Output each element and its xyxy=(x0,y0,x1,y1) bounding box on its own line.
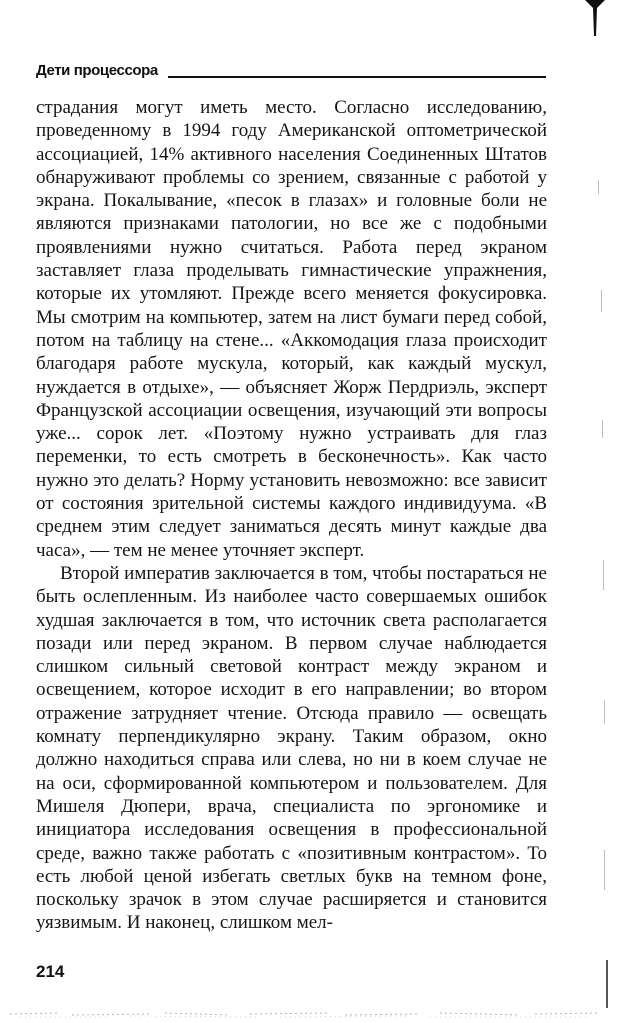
running-title: Дети процессора xyxy=(36,62,158,79)
paragraph: страдания могут иметь место. Согласно исследованию, проведенному в 1994 году Американской оптометрической ассоциацией, 14% активного населения Соединенных Штатов обнаруживают проблемы со зрением, связанные с работой у экрана. Покалывание, «песок в глазах» и головные боли не являются признаками патологии, но все же с подобными проявлениями нужно считаться. Работа перед экраном заставляет глаза проделывать гимнастические упражнения, которые их утомляют. Прежде всего меняется фокусировка. Мы смотрим на компьютер, затем на лист бумаги перед собой, потом на таблицу на стене... «Аккомодация глаза происходит благодаря работе мускула, который, как каждый мускул, нуждается в отдыхе», — объясняет Жорж Пердриэль, эксперт Французской ассоциации освещения, изучающий эти вопросы уже... сорок лет. «Поэтому нужно устраивать для глаз переменки, то есть смотреть в бесконечность». Как часто нужно это делать? Норму установить невозможно: все зависит от состояния зрительной системы каждого индивидуума. «В среднем этим следует заниматься десять минут каждые два часа», — тем не менее уточняет эксперт. xyxy=(36,97,547,561)
scan-edge-mark xyxy=(604,850,605,890)
scan-edge-mark xyxy=(603,560,604,590)
scan-edge-mark xyxy=(601,290,602,312)
header-rule xyxy=(168,76,546,78)
page-number: 214 xyxy=(36,962,65,981)
scan-edge-mark xyxy=(606,960,608,1008)
body-text xyxy=(36,96,547,935)
scan-edge-mark xyxy=(598,180,599,194)
scan-edge-mark xyxy=(602,420,603,438)
scan-edge-mark xyxy=(604,700,605,724)
page-corner-mark xyxy=(585,0,605,36)
paragraph: Второй императив заключается в том, чтобы постараться не быть ослепленным. Из наиболее часто совершаемых ошибок худшая заключается в том, что источник света располагается позади или перед экраном. В первом случае наблюдается слишком сильный световой контраст между экраном и освещением, которое исходит в его направлении; во втором отражение затрудняет чтение. Отсюда правило — освещать комнату перпендикулярно экрану. Таким образом, окно должно находиться справа или слева, но ни в коем случае не на оси, сформированной компьютером и пользователем. Для Мишеля Дюпери, врача, специалиста по эргономике и инициатора исследования освещения в профессиональной среде, важно также работать с «позитивным контрастом». То есть любой ценой избегать светлых букв на темном фоне, поскольку зрачок в этом случае расширяется и становится уязвимым. И наконец, слишком мел- xyxy=(36,562,547,934)
scan-bottom-noise xyxy=(0,1005,620,1021)
running-header xyxy=(36,58,546,82)
